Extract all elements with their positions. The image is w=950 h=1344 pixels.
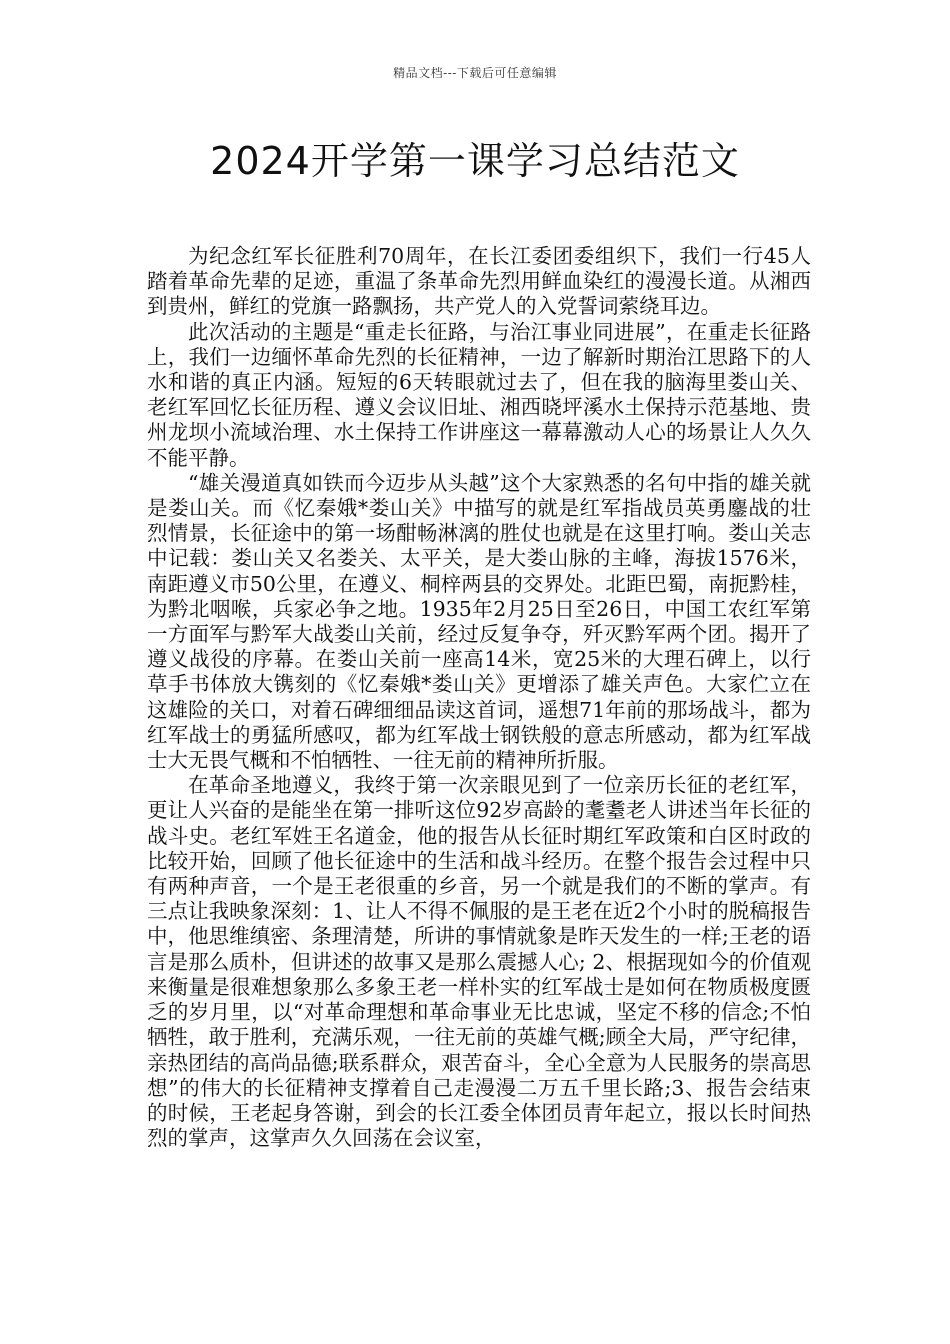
paragraph: 此次活动的主题是“重走长征路，与治江事业同进展”，在重走长征路上，我们一边缅怀革命先烈的长征精神，一边了解新时期治江思路下的人水和谐的真正内涵。短短的6天转眼就过去了，但在我的脑海里娄山关、老红军回忆长征历程、遵义会议旧址、湘西晓坪溪水土保持示范基地、贵州龙坝小流域治理、水土保持工作讲座这一幕幕激动人心的场景让人久久不能平静。 xyxy=(147,319,811,470)
document-body xyxy=(147,244,811,1151)
page-header: 精品文档---下载后可任意编辑 xyxy=(393,66,557,80)
paragraph: 在革命圣地遵义，我终于第一次亲眼见到了一位亲历长征的老红军，更让人兴奋的是能坐在第一排听这位92岁高龄的耄耋老人讲述当年长征的战斗史。老红军姓王名道金，他的报告从长征时期红军政策和白区时政的比较开始，回顾了他长征途中的生活和战斗经历。在整个报告会过程中只有两种声音，一个是王老很重的乡音，另一个就是我们的不断的掌声。有三点让我映象深刻：1、让人不得不佩服的是王老在近2个小时的脱稿报告中，他思维缜密、条理清楚，所讲的事情就象是昨天发生的一样;王老的语言是那么质朴，但讲述的故事又是那么震撼人心; 2、根据现如今的价值观来衡量是很难想象那么多象王老一样朴实的红军战士是如何在物质极度匮乏的岁月里，以“对革命理想和革命事业无比忠诚，坚定不移的信念;不怕牺牲，敢于胜利，充满乐观，一往无前的英雄气概;顾全大局，严守纪律，亲热团结的高尚品德;联系群众，艰苦奋斗，全心全意为人民服务的崇高思想”的伟大的长征精神支撑着自己走漫漫二万五千里长路;3、报告会结束的时候，王老起身答谢，到会的长江委全体团员青年起立，报以长时间热烈的掌声，这掌声久久回荡在会议室， xyxy=(147,773,811,1151)
document-title: 2024开学第一课学习总结范文 xyxy=(210,139,740,183)
paragraph: “雄关漫道真如铁而今迈步从头越”这个大家熟悉的名句中指的雄关就是娄山关。而《忆秦娥*娄山关》中描写的就是红军指战员英勇鏖战的壮烈情景，长征途中的第一场酣畅淋漓的胜仗也就是在这里打响。娄山关志中记载：娄山关又名娄关、太平关，是大娄山脉的主峰，海拔1576米，南距遵义市50公里，在遵义、桐梓两县的交界处。北距巴蜀，南扼黔桂，为黔北咽喉，兵家必争之地。1935年2月25日至26日，中国工农红军第一方面军与黔军大战娄山关前，经过反复争夺，歼灭黔军两个团。揭开了遵义战役的序幕。在娄山关前一座高14米，宽25米的大理石碑上，以行草手书体放大镌刻的《忆秦娥*娄山关》更增添了雄关声色。大家伫立在这雄险的关口，对着石碑细细品读这首词，遥想71年前的那场战斗，都为红军战士的勇猛所感叹，都为红军战士钢铁般的意志所感动，都为红军战士大无畏气概和不怕牺牲、一往无前的精神所折服。 xyxy=(147,470,811,773)
paragraph: 为纪念红军长征胜利70周年，在长江委团委组织下，我们一行45人踏着革命先辈的足迹，重温了条革命先烈用鲜血染红的漫漫长道。从湘西到贵州，鲜红的党旗一路飘扬，共产党人的入党誓词萦绕耳边。 xyxy=(147,244,811,319)
